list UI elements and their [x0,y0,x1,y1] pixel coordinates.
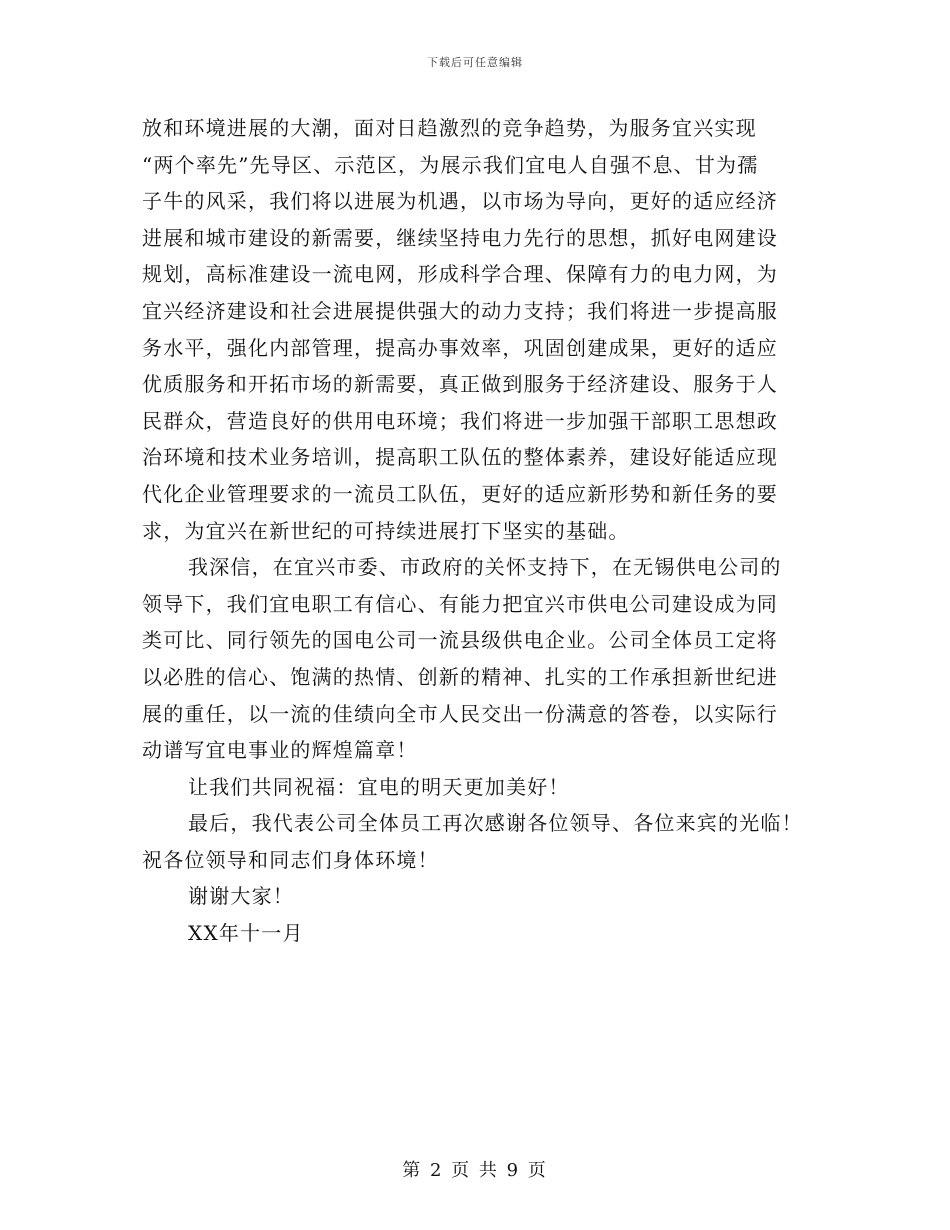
body-line-15: 类可比、同行领先的国电公司一流县级供电企业。公司全体员工定将 [142,628,778,653]
body-line-3: 子牛的风采，我们将以进展为机遇，以市场为导向，更好的适应经济 [142,189,778,214]
body-line-17: 展的重任，以一流的佳绩向全市人民交出一份满意的答卷，以实际行 [142,701,778,726]
body-line-11: 代化企业管理要求的一流员工队伍，更好的适应新形势和新任务的要 [142,481,778,506]
body-line-20: 最后，我代表公司全体员工再次感谢各位领导、各位来宾的光临！ [188,811,803,836]
body-line-13: 我深信，在宜兴市委、市政府的关怀支持下，在无锡供电公司的 [188,555,782,580]
page-header-note: 下载后可任意编辑 [427,56,523,69]
body-line-16: 以必胜的信心、饱满的热情、创新的精神、扎实的工作承担新世纪进 [142,664,778,689]
body-line-19: 让我们共同祝福：宜电的明天更加美好！ [188,774,570,799]
body-line-12: 求，为宜兴在新世纪的可持续进展打下坚实的基础。 [142,518,630,543]
body-line-4: 进展和城市建设的新需要，继续坚持电力先行的思想，抓好电网建设 [142,225,778,250]
body-line-18: 动谱写宜电事业的辉煌篇章！ [142,738,418,763]
body-line-8: 优质服务和开拓市场的新需要，真正做到服务于经济建设、服务于人 [142,372,778,397]
page-number-footer: 第 2 页 共 9 页 [402,1160,548,1181]
body-line-23: XX年十一月 [188,921,304,946]
body-line-5: 规划，高标准建设一流电网，形成科学合理、保障有力的电力网，为 [142,262,778,287]
body-line-21: 祝各位领导和同志们身体环境！ [142,847,439,872]
body-line-6: 宜兴经济建设和社会进展提供强大的动力支持；我们将进一步提高服 [142,298,778,323]
document-body [142,110,812,952]
body-line-7: 务水平，强化内部管理，提高办事效率，巩固创建成果，更好的适应 [142,335,778,360]
body-line-10: 治环境和技术业务培训，提高职工队伍的整体素养，建设好能适应现 [142,445,778,470]
body-line-22: 谢谢大家！ [188,884,294,909]
body-line-1: 放和环境进展的大潮，面对日趋激烈的竞争趋势，为服务宜兴实现 [142,116,757,140]
body-line-14: 领导下，我们宜电职工有信心、有能力把宜兴市供电公司建设成为同 [142,591,778,616]
body-line-9: 民群众，营造良好的供用电环境；我们将进一步加强干部职工思想政 [142,408,778,433]
body-line-2: “两个率先”先导区、示范区，为展示我们宜电人自强不息、甘为孺 [142,152,759,177]
